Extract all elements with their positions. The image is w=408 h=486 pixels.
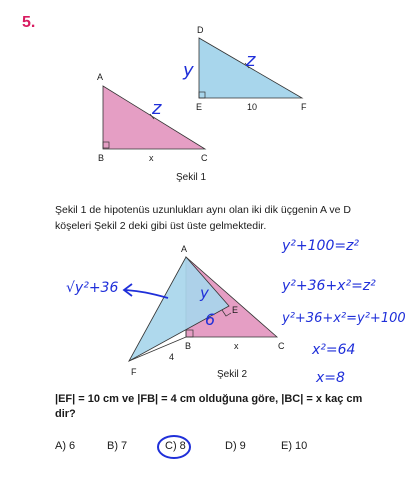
label-f1: F	[301, 102, 307, 112]
choice-a[interactable]: A) 6	[55, 440, 76, 452]
hand-z1: z	[246, 50, 256, 71]
hand-eq2: y²+36+x²=z²	[282, 278, 376, 294]
hand-y: y	[183, 60, 194, 81]
choice-b[interactable]: B) 7	[107, 440, 128, 452]
caption-fig2: Şekil 2	[217, 369, 248, 380]
hand-sqrt: √y²+36	[66, 280, 119, 296]
hand-six: 6	[205, 310, 216, 329]
answer-choices	[55, 440, 307, 452]
label-d1: D	[197, 25, 204, 35]
hand-eq4: x²=64	[312, 342, 356, 358]
hand-arrow	[124, 284, 168, 298]
label-b2: B	[185, 341, 192, 351]
label-c2: C	[278, 341, 285, 351]
label-4: 4	[169, 352, 175, 362]
hand-eq5: x=8	[316, 370, 345, 386]
question-number: 5.	[22, 14, 36, 31]
hand-z2: z	[152, 98, 162, 119]
label-a1: A	[97, 72, 104, 82]
choice-e[interactable]: E) 10	[281, 440, 308, 452]
label-b1: B	[98, 153, 105, 163]
hand-eq1: y²+100=z²	[282, 238, 360, 254]
choice-c[interactable]: C) 8	[165, 440, 186, 452]
triangle-blue-2	[129, 257, 229, 361]
question-text: |EF| = 10 cm ve |FB| = 4 cm olduğuna göre, |BC| = x kaç cm dir?	[55, 393, 363, 420]
label-c1: C	[201, 153, 208, 163]
label-x1: x	[149, 153, 154, 163]
caption-fig1: Şekil 1	[176, 172, 207, 183]
choice-d[interactable]: D) 9	[225, 440, 246, 452]
label-a2: A	[181, 244, 188, 254]
label-10: 10	[247, 102, 258, 112]
label-x2: x	[234, 341, 239, 351]
label-e1: E	[196, 102, 203, 112]
hand-y2: y	[200, 284, 209, 302]
hand-eq3: y²+36+x²=y²+100	[282, 311, 406, 326]
label-e2: E	[232, 305, 239, 315]
label-f2: F	[131, 367, 137, 377]
problem-paragraph: Şekil 1 de hipotenüs uzunlukları aynı olan iki dik üçgenin A ve D köşeleri Şekil 2 deki gibi üst üste gelmektedir.	[55, 204, 351, 232]
